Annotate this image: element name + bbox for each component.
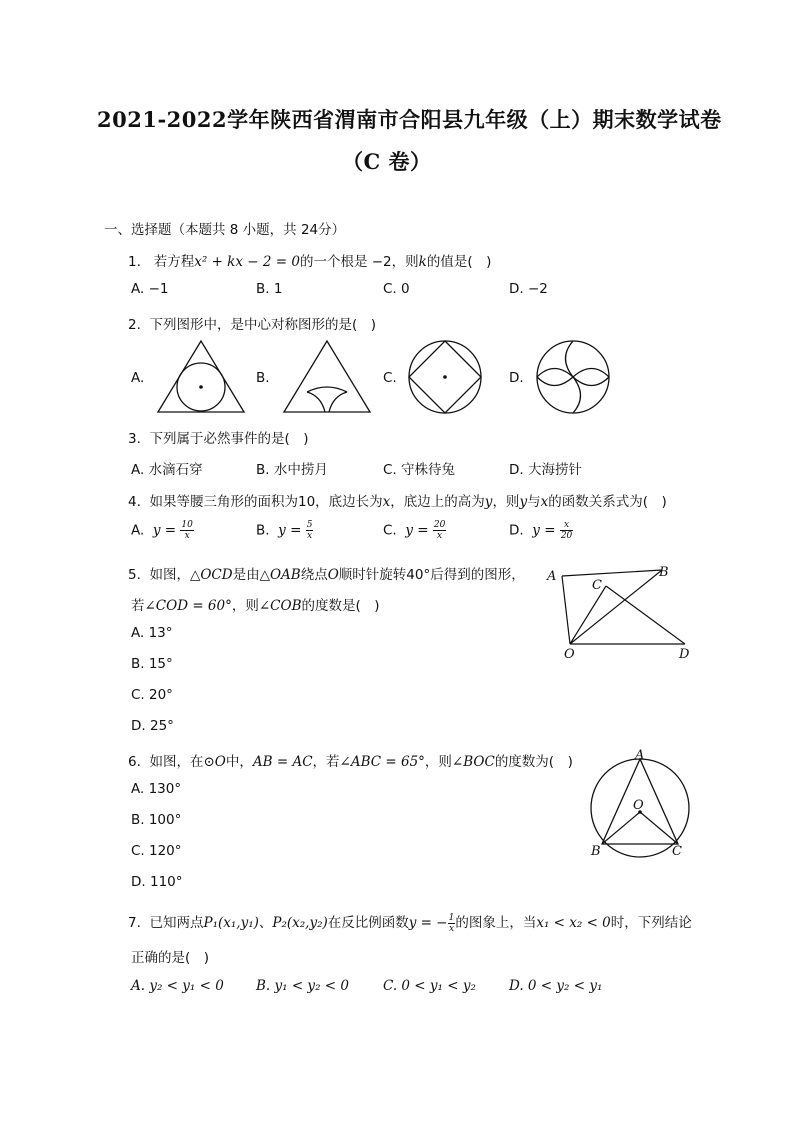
fraction — [180, 520, 193, 541]
question-number: 2. — [128, 317, 141, 333]
option-letter: A. — [131, 522, 145, 539]
question-text: 如图， — [149, 567, 190, 583]
question-7 — [128, 911, 692, 934]
question-text: 的值是( ) — [426, 254, 492, 270]
numerator: 20 — [433, 520, 446, 530]
denominator: x — [448, 923, 455, 934]
variable: x — [382, 494, 391, 510]
option-c[interactable]: C. 0 — [383, 281, 410, 297]
point-p1: P₁(x₁,y₁) — [203, 915, 259, 931]
eq-ab-ac: AB = AC — [252, 754, 313, 770]
numerator: 10 — [181, 520, 193, 530]
question-text: 绕点 — [300, 567, 328, 583]
option-a[interactable] — [131, 520, 194, 541]
label-o: O — [564, 647, 575, 662]
question-text: 时，下列结论 — [610, 915, 692, 931]
question-text: ，则 — [492, 494, 520, 510]
option-b[interactable]: B. 100° — [131, 812, 182, 828]
question-text: 是由 — [232, 567, 260, 583]
fraction — [560, 520, 573, 541]
figure-triangle-incircle — [155, 338, 247, 416]
function-lhs: y = − — [408, 915, 448, 931]
option-b[interactable]: B. — [256, 370, 270, 386]
question-text: 与 — [527, 494, 541, 510]
denominator: x — [184, 531, 190, 541]
option-b[interactable]: B. 水中捞月 — [256, 462, 328, 478]
angle-cob: ∠COB — [258, 598, 302, 614]
question-text: ，则 — [424, 754, 452, 770]
option-c[interactable]: C. 20° — [131, 687, 173, 703]
question-text: 的一个根是 −2，则 — [299, 254, 419, 270]
question-text: 若方程 — [153, 254, 195, 270]
option-lhs: y = — [278, 522, 302, 539]
question-text: 中， — [225, 754, 253, 770]
label-c: C — [592, 578, 602, 593]
angle-cod: ∠COD = 60° — [144, 598, 232, 614]
angle-boc: ∠BOC — [451, 754, 495, 770]
question-number: 7. — [128, 915, 141, 931]
question-number: 4. — [128, 494, 141, 510]
label-d: D — [679, 647, 690, 662]
figure-triangle-arcs — [281, 338, 373, 416]
option-a[interactable]: A. −1 — [131, 281, 169, 297]
question-5 — [128, 563, 525, 583]
option-c[interactable]: C. 0 < y₁ < y₂ — [383, 978, 476, 994]
option-lhs: y = — [405, 522, 429, 539]
question-text: ，底边上的高为 — [390, 494, 485, 510]
figure-circle-square — [406, 338, 486, 418]
figure-circle-triangle — [582, 748, 697, 863]
equation: x² + kx − 2 = 0 — [194, 254, 300, 270]
point-p2: P₂(x₂,y₂) — [272, 915, 328, 931]
question-number: 1. — [128, 254, 141, 270]
denominator: x — [437, 531, 443, 541]
question-text: 如果等腰三角形的面积为10，底边长为 — [149, 494, 383, 510]
question-1 — [128, 250, 491, 270]
option-a[interactable]: A. — [131, 370, 145, 386]
separator: 、 — [258, 915, 273, 931]
option-c[interactable] — [383, 520, 446, 541]
option-b[interactable]: B. 1 — [256, 281, 283, 297]
option-a[interactable]: A. 水滴石穿 — [131, 462, 203, 478]
label-o: O — [633, 798, 644, 813]
label-c: C — [672, 844, 682, 859]
exam-title-line2: （C 卷） — [342, 149, 432, 174]
figure-rotation-triangles — [540, 560, 700, 665]
option-a[interactable]: A. y₂ < y₁ < 0 — [131, 978, 224, 994]
option-letter: D. — [509, 522, 524, 539]
option-b[interactable]: B. 15° — [131, 656, 173, 672]
question-2 — [128, 313, 376, 333]
question-text: 的度数是( ) — [301, 598, 380, 614]
option-letter: C. — [383, 522, 397, 539]
numerator: x — [560, 520, 573, 531]
variable: x — [540, 494, 549, 510]
option-c[interactable]: C. 守株待兔 — [383, 462, 456, 478]
question-number: 6. — [128, 754, 141, 770]
question-text: 若 — [131, 598, 145, 614]
label-a: A — [635, 748, 645, 763]
option-letter: B. — [256, 522, 270, 539]
option-d[interactable]: D. 大海捞针 — [509, 462, 582, 478]
question-7-line2: 正确的是( ) — [131, 950, 210, 966]
fraction — [433, 520, 446, 541]
exam-title-line1: 2021-2022学年陕西省渭南市合阳县九年级（上）期末数学试卷 — [97, 107, 722, 132]
section-header: 一、选择题（本题共 8 小题，共 24分） — [104, 222, 346, 238]
circle-o: ⊙O — [203, 754, 226, 770]
option-d[interactable]: D. −2 — [509, 281, 548, 297]
option-d[interactable]: D. 0 < y₂ < y₁ — [509, 978, 603, 994]
triangle-oab: △OAB — [259, 567, 301, 583]
question-4 — [128, 490, 667, 510]
option-b[interactable]: B. y₁ < y₂ < 0 — [256, 978, 349, 994]
triangle-ocd: △OCD — [189, 567, 233, 583]
angle-abc: ∠ABC = 65° — [339, 754, 425, 770]
question-6 — [128, 750, 573, 770]
question-text: 在反比例函数 — [327, 915, 409, 931]
label-b: B — [591, 844, 601, 859]
numerator: 5 — [306, 520, 313, 530]
question-text: 的图象上，当 — [455, 915, 537, 931]
option-d[interactable]: D. — [509, 370, 524, 386]
question-number: 5. — [128, 567, 141, 583]
option-d[interactable]: D. 110° — [131, 874, 183, 890]
denominator: 20 — [560, 531, 573, 541]
variable: y — [484, 494, 493, 510]
option-c[interactable]: C. — [383, 370, 397, 386]
option-lhs: y = — [532, 522, 556, 539]
variable: k — [418, 254, 427, 270]
option-d[interactable] — [509, 520, 573, 541]
question-text: 已知两点 — [149, 915, 204, 931]
option-d[interactable]: D. 25° — [131, 718, 174, 734]
figure-circle-arcs — [534, 338, 614, 418]
label-a: A — [547, 569, 557, 584]
label-b: B — [659, 565, 669, 580]
numerator: 1 — [448, 912, 455, 923]
option-lhs: y = — [152, 522, 177, 539]
condition: x₁ < x₂ < 0 — [536, 915, 611, 931]
variable: y — [519, 494, 528, 510]
question-5-line2 — [131, 594, 380, 614]
denominator: x — [307, 531, 313, 541]
question-text: 顺时针旋转40°后得到的图形， — [338, 567, 525, 583]
point-o: O — [327, 567, 339, 583]
fraction — [306, 520, 314, 541]
option-b[interactable] — [256, 520, 313, 541]
question-text: 下列图形中，是中心对称图形的是( ) — [149, 317, 377, 333]
question-3 — [128, 427, 309, 447]
question-text: 的函数关系式为( ) — [548, 494, 667, 510]
question-text: 的度数为( ) — [494, 754, 573, 770]
question-text: 下列属于必然事件的是( ) — [149, 431, 309, 447]
option-c[interactable]: C. 120° — [131, 843, 182, 859]
option-a[interactable]: A. 13° — [131, 625, 173, 641]
option-a[interactable]: A. 130° — [131, 781, 182, 797]
question-text: ，则 — [231, 598, 259, 614]
question-text: ，若 — [312, 754, 340, 770]
question-text: 如图，在 — [149, 754, 204, 770]
question-number: 3. — [128, 431, 141, 447]
